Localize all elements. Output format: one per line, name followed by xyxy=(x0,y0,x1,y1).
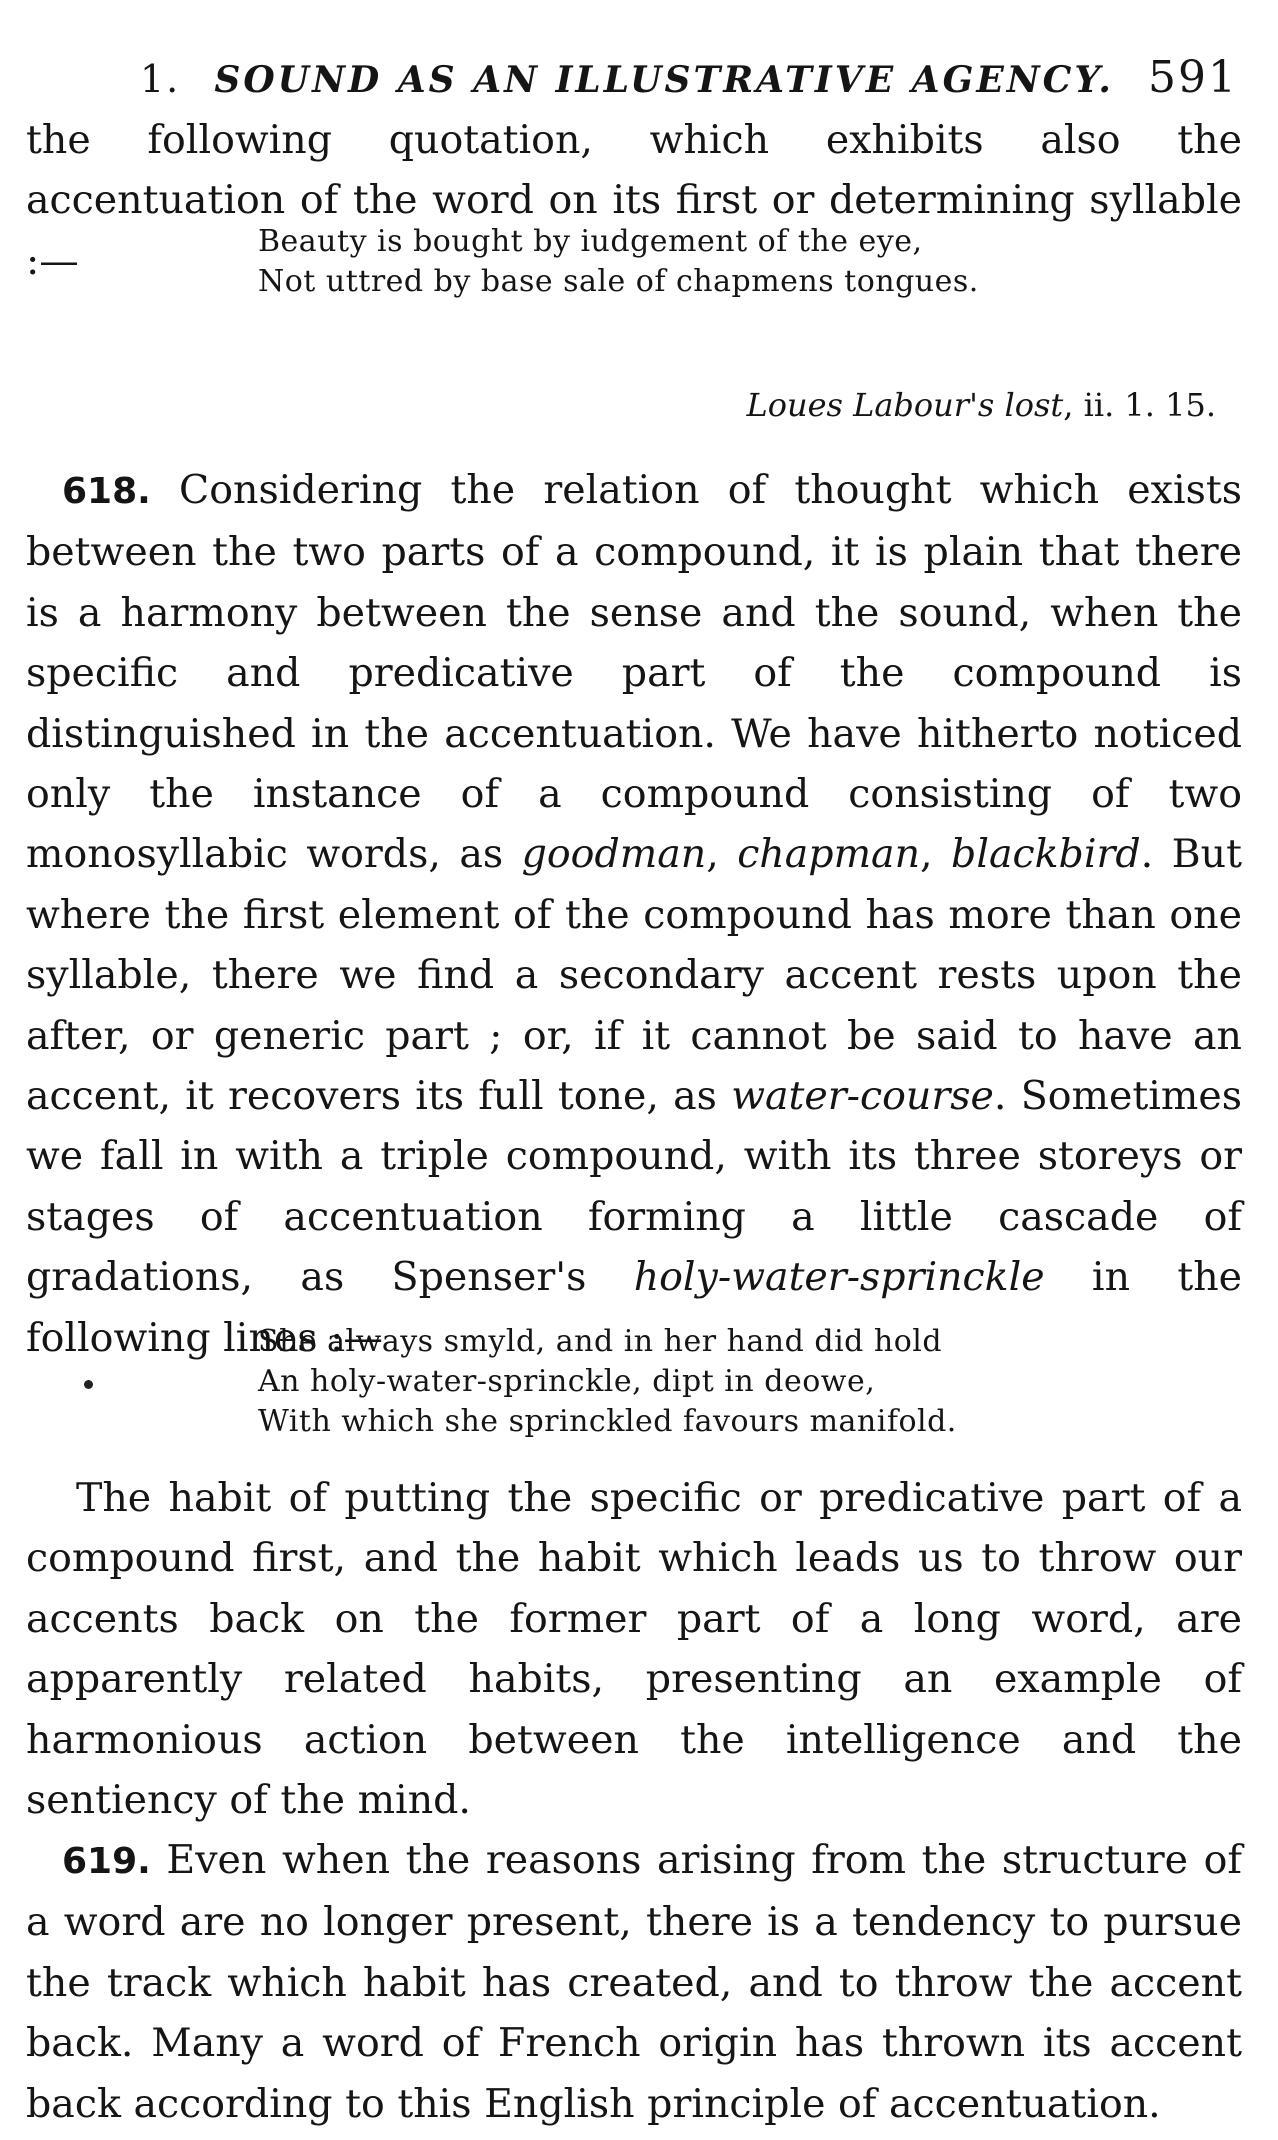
running-head xyxy=(140,52,1238,112)
print-speck xyxy=(84,1380,93,1389)
verse-line: Not uttred by base sale of chapmens tongues. xyxy=(258,264,979,299)
citation-work: Loues Labour's lost xyxy=(746,386,1064,424)
paragraph-text: Considering the relation of thought which exists between the two parts of a compound, it is plain that there is a harmony between the sense and the sound, when the specific and predicative part of the compound is distinguished in the accentuation. We have hitherto noticed only the instance of a compound consisting of two monosyllabic words, as xyxy=(26,467,1242,878)
paragraph-habit xyxy=(26,1468,1242,1830)
citation xyxy=(746,386,1216,424)
verse-line: She always smyld, and in her hand did hold xyxy=(258,1324,943,1359)
quotation-loues-labours-lost xyxy=(258,222,1218,302)
separator: , xyxy=(706,831,738,878)
verse-line: With which she sprinckled favours manifold. xyxy=(258,1404,957,1439)
example-word: holy-water-sprinckle xyxy=(633,1254,1045,1301)
paragraph-number: 619. xyxy=(62,1841,151,1882)
separator: , xyxy=(920,831,952,878)
quotation-spenser xyxy=(258,1322,1218,1442)
intro-text: the following quotation, which exhibits also the accentuation of the word on its first or determining syllable :— xyxy=(26,117,1242,284)
page-number: 591 xyxy=(1148,52,1238,103)
verse-line: Beauty is bought by iudgement of the eye, xyxy=(258,224,923,259)
example-word: blackbird xyxy=(951,831,1141,878)
paragraph-text: . But where the first element of the compound has more than one syllable, there we find a secondary accent rests upon the after, or generic part ; or, if it cannot be said to have an accent, it recovers its full tone, as xyxy=(26,831,1242,1120)
paragraph-619 xyxy=(26,1830,1242,2134)
example-word: chapman xyxy=(737,831,921,878)
paragraph-text: Even when the reasons arising from the structure of a word are no longer present, there is a tendency to pursue the track which habit has created, and to throw the accent back. Many a word of French origin has thrown its accent back according to this English principle of accentuation. xyxy=(26,1837,1242,2127)
paragraph-618 xyxy=(26,460,1242,1368)
paragraph-text: in the following lines :— xyxy=(26,1254,1243,1361)
paragraph-text: The habit of putting the specific or predicative part of a compound first, and the habit which leads us to throw our accents back on the former part of a long word, are apparently related habits, presenting an example of harmonious action between the intelligence and the sentiency of the mind. xyxy=(26,1475,1242,1824)
example-word: water-course xyxy=(731,1073,994,1120)
section-number: 1. xyxy=(140,57,181,101)
paragraph-number: 618. xyxy=(62,471,151,512)
paragraph-text: . Sometimes we fall in with a triple compound, with its three storeys or stages of accentuation forming a little cascade of gradations, as Spenser's xyxy=(26,1073,1242,1301)
verse-line: An holy-water-sprinckle, dipt in deowe, xyxy=(258,1364,876,1399)
citation-reference: , ii. 1. 15. xyxy=(1063,386,1216,424)
running-title: SOUND AS AN ILLUSTRATIVE AGENCY. xyxy=(214,59,1114,101)
example-word: goodman xyxy=(521,831,707,878)
